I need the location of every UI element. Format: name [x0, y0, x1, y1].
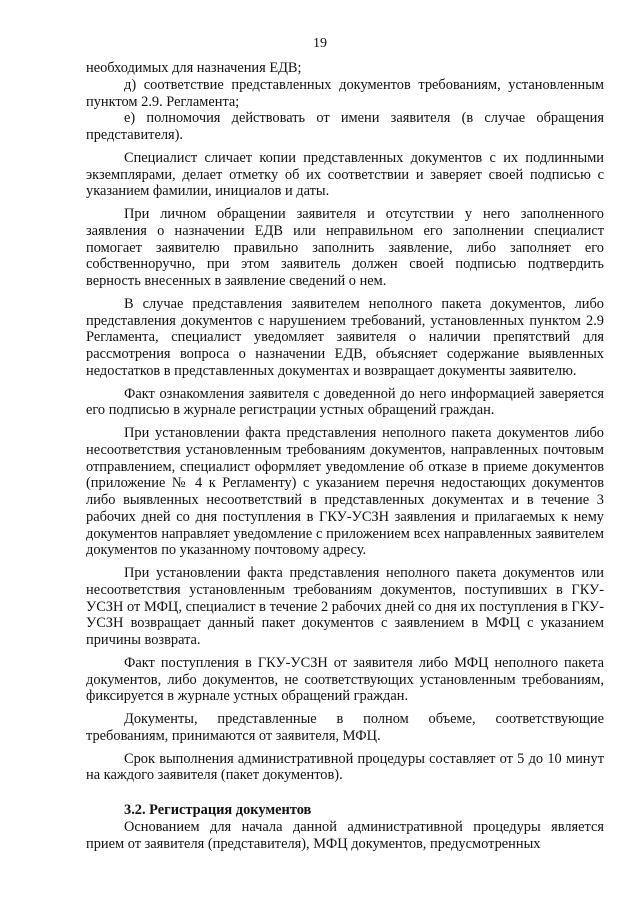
- section-heading: 3.2. Регистрация документов: [124, 802, 312, 818]
- paragraph: В случае представления заявителем неполного пакета документов, либо представления документов с нарушением требований, установленных пунктом 2.9 Регламента, специалист уведомляет заявителя о наличии препятствий для рассмотрения вопроса о назначении ЕДВ, объясняет содержание выявленных недостатков в представленных документах и возвращает документы заявителю.: [86, 295, 604, 379]
- paragraph: Специалист сличает копии представленных документов с их подлинными экземплярами, делает отметку об их соответствии и заверяет своей подписью с указанием фамилии, инициалов и даты.: [86, 149, 604, 200]
- paragraph: При личном обращении заявителя и отсутствии у него заполненного заявления о назначении ЕДВ или неправильном его заполнении специалист помогает заявителю правильно заполнить заявление, либо заполняет его собственноручно, при этом заявитель должен своей подписью подтвердить верность внесенных в заявление сведений о нем.: [86, 206, 604, 289]
- page-number: 19: [313, 36, 327, 51]
- page-body: [86, 60, 604, 852]
- paragraph: Документы, представленные в полном объеме, соответствующие требованиям, принимаются от заявителя, МФЦ.: [86, 711, 604, 744]
- paragraph: Факт поступления в ГКУ-УСЗН от заявителя либо МФЦ неполного пакета документов, либо документов, не соответствующих установленным требованиям, фиксируется в журнале устных обращений граждан.: [86, 654, 604, 705]
- paragraph: При установлении факта представления неполного пакета документов либо несоответствия установленным требованиям документов, направленных почтовым отправлением, специалист оформляет уведомление об отказе в приеме документов (приложение № 4 к Регламенту) с указанием перечня недостающих документов либо выявленных несоответствий в представленных документах и в течение 3 рабочих дней со дня поступления в ГКУ-УСЗН заявления и прилагаемых к нему документов направляет уведомление с приложением всех направленных заявителем документов по указанному почтовому адресу.: [86, 425, 604, 559]
- paragraph-continuation: необходимых для назначения ЕДВ;: [86, 60, 302, 76]
- paragraph: Факт ознакомления заявителя с доведенной до него информацией заверяется его подписью в журнале регистрации устных обращений граждан.: [86, 385, 604, 419]
- paragraph: Основанием для начала данной административной процедуры является прием от заявителя (представителя), МФЦ документов, предусмотренных: [86, 818, 604, 852]
- paragraph-item-d: д) соответствие представленных документов требованиям, установленным пунктом 2.9. Регламента;: [86, 76, 604, 110]
- paragraph: При установлении факта представления неполного пакета документов или несоответствия установленным требованиям документов, поступивших в ГКУ-УСЗН от МФЦ, специалист в течение 2 рабочих дней со дня их поступления в ГКУ-УСЗН возвращает данный пакет документов с заявлением в МФЦ с указанием причины возврата.: [86, 565, 604, 648]
- paragraph-item-e: е) полномочия действовать от имени заявителя (в случае обращения представителя).: [86, 110, 604, 143]
- paragraph: Срок выполнения административной процедуры составляет от 5 до 10 минут на каждого заявителя (пакет документов).: [86, 750, 604, 784]
